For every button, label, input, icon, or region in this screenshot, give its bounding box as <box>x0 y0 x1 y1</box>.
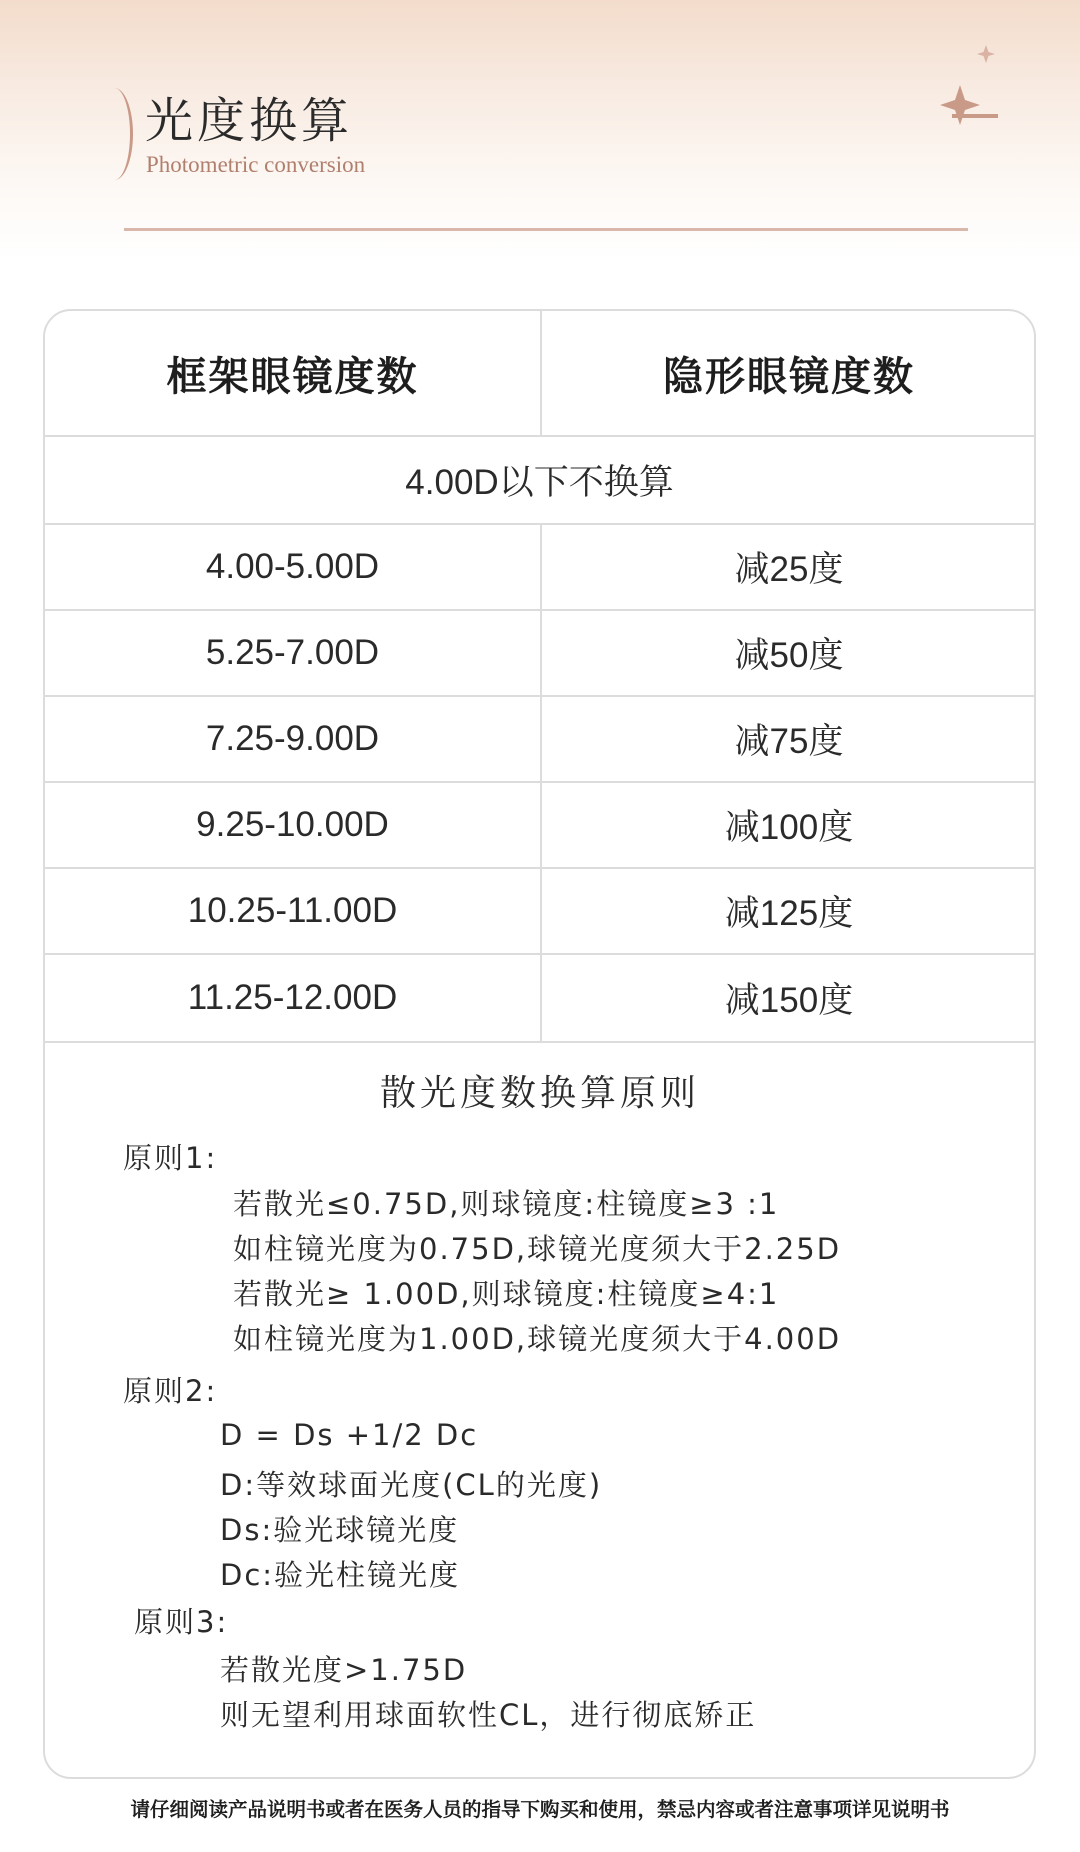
rule3-line: 则无望利用球面软性CL，进行彻底矫正 <box>220 1698 757 1732</box>
table-row <box>45 955 1034 1043</box>
frame-power: 9.25-10.00D <box>45 783 542 867</box>
rule1-line: 若散光≥ 1.00D,则球镜度:柱镜度≥4:1 <box>233 1277 780 1311</box>
table-row <box>45 611 1034 697</box>
rule3-label: 原则3: <box>134 1605 229 1639</box>
rule2-line: Ds:验光球镜光度 <box>220 1513 460 1547</box>
no-conversion-note: 4.00D以下不换算 <box>405 463 674 502</box>
frame-power: 4.00-5.00D <box>45 525 542 609</box>
contact-adjustment: 减50度 <box>734 636 844 675</box>
rule3-line: 若散光度>1.75D <box>220 1653 468 1687</box>
table-note-row <box>45 437 1034 525</box>
title-bracket-decoration <box>96 88 133 180</box>
frame-power: 7.25-9.00D <box>45 697 542 781</box>
contact-adjustment: 减150度 <box>724 981 854 1020</box>
rule2-line: D = Ds +1/2 Dc <box>220 1418 479 1452</box>
contact-adjustment: 减100度 <box>724 808 854 847</box>
frame-power: 5.25-7.00D <box>45 611 542 695</box>
table-row <box>45 869 1034 955</box>
contact-adjustment: 减125度 <box>724 894 854 933</box>
page-title: 光度换算 <box>145 93 354 149</box>
table-row <box>45 783 1034 869</box>
rule1-line: 如柱镜光度为1.00D,球镜光度须大于4.00D <box>233 1322 842 1356</box>
table-row <box>45 697 1034 783</box>
contact-adjustment: 减75度 <box>734 722 844 761</box>
rule1-line: 如柱镜光度为0.75D,球镜光度须大于2.25D <box>233 1232 842 1266</box>
frame-power: 11.25-12.00D <box>45 955 542 1041</box>
table-row <box>45 525 1034 611</box>
astigmatism-rules-title: 散光度数换算原则 <box>379 1073 700 1114</box>
usage-notice: 请仔细阅读产品说明书或者在医务人员的指导下购买和使用，禁忌内容或者注意事项详见说明书 <box>130 1798 950 1821</box>
frame-power: 10.25-11.00D <box>45 869 542 953</box>
contact-adjustment: 减25度 <box>734 550 844 589</box>
conversion-table <box>43 309 1036 1779</box>
rule2-line: Dc:验光柱镜光度 <box>220 1558 461 1592</box>
page-subtitle: Photometric conversion <box>146 152 366 177</box>
rule2-label: 原则2: <box>123 1374 218 1408</box>
rule2-line: D:等效球面光度(CL的光度) <box>220 1468 603 1502</box>
rule1-label: 原则1: <box>123 1141 218 1175</box>
table-header-row <box>45 311 1034 437</box>
sparkle-underline <box>952 114 998 118</box>
header-contact-lens: 隐形眼镜度数 <box>663 353 915 400</box>
rule1-line: 若散光≤0.75D,则球镜度:柱镜度≥3 :1 <box>233 1187 780 1221</box>
header-frame-glasses: 框架眼镜度数 <box>45 311 542 435</box>
title-divider <box>124 228 968 231</box>
